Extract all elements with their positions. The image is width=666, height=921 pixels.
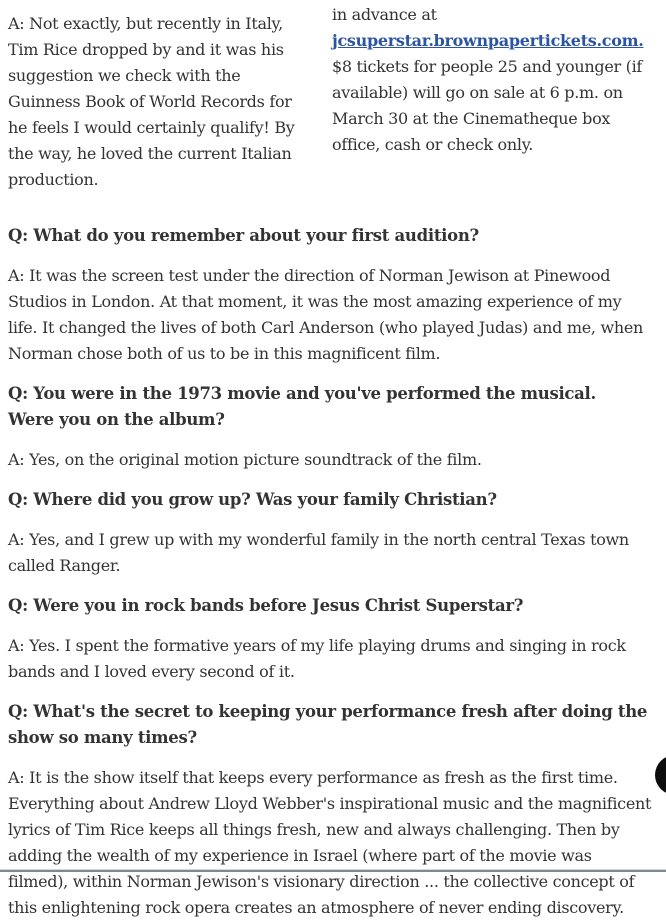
answer-paragraph: A: It is the show itself that keeps every performance as fresh as the first time. Everything about Andrew Lloyd Webber's inspirational music and the magnificent lyrics of Tim Rice keeps all things fresh, new and always challenging. Then by adding the wealth of my experience in Israel (where part of the movie was filmed), within Norman Jewison's visionary direction ... the collective concept of this enlightening rock opera creates an atmosphere of never ending discovery. bbox=[8, 768, 652, 917]
ticket-link[interactable]: jcsuperstar.brownpapertickets.com. bbox=[332, 31, 644, 50]
qa-block bbox=[8, 699, 652, 921]
question-heading: Q: Where did you grow up? Was your family Christian? bbox=[8, 490, 497, 509]
intro-columns bbox=[8, 2, 652, 207]
qa-block bbox=[8, 487, 652, 579]
qa-block bbox=[8, 223, 652, 367]
intro-left-column bbox=[8, 2, 312, 207]
qa-block bbox=[8, 593, 652, 685]
question-heading: Q: What do you remember about your first audition? bbox=[8, 226, 479, 245]
answer-paragraph: A: It was the screen test under the direction of Norman Jewison at Pinewood Studios in London. At that moment, it was the most amazing experience of my life. It changed the lives of both Carl Anderson (who played Judas) and me, when Norman chose both of us to be in this magnificent film. bbox=[8, 266, 644, 363]
ticket-info-paragraph bbox=[332, 2, 654, 158]
answer-paragraph: A: Yes, and I grew up with my wonderful family in the north central Texas town called Ranger. bbox=[8, 530, 629, 575]
question-heading: Q: Were you in rock bands before Jesus Christ Superstar? bbox=[8, 596, 524, 615]
ticket-post-link-text: $8 tickets for people 25 and younger (if available) will go on sale at 6 p.m. on March 30 at the Cinematheque box office, cash or check only. bbox=[332, 57, 643, 154]
qa-block bbox=[8, 381, 652, 473]
ticket-info-column bbox=[332, 2, 654, 207]
intro-answer-paragraph: A: Not exactly, but recently in Italy, Tim Rice dropped by and it was his suggestion we check with the Guinness Book of World Records for he feels I would certainly qualify! By the way, he loved the current Italian production. bbox=[8, 14, 295, 189]
question-heading: Q: You were in the 1973 movie and you've performed the musical. Were you on the album? bbox=[8, 384, 602, 429]
answer-paragraph: A: Yes. I spent the formative years of my life playing drums and singing in rock bands and I loved every second of it. bbox=[8, 636, 626, 681]
question-heading: Q: What's the secret to keeping your performance fresh after doing the show so many times? bbox=[8, 702, 648, 747]
answer-paragraph: A: Yes, on the original motion picture soundtrack of the film. bbox=[8, 450, 482, 469]
ticket-pre-link-text: in advance at bbox=[332, 5, 437, 24]
bottom-divider bbox=[0, 869, 666, 872]
